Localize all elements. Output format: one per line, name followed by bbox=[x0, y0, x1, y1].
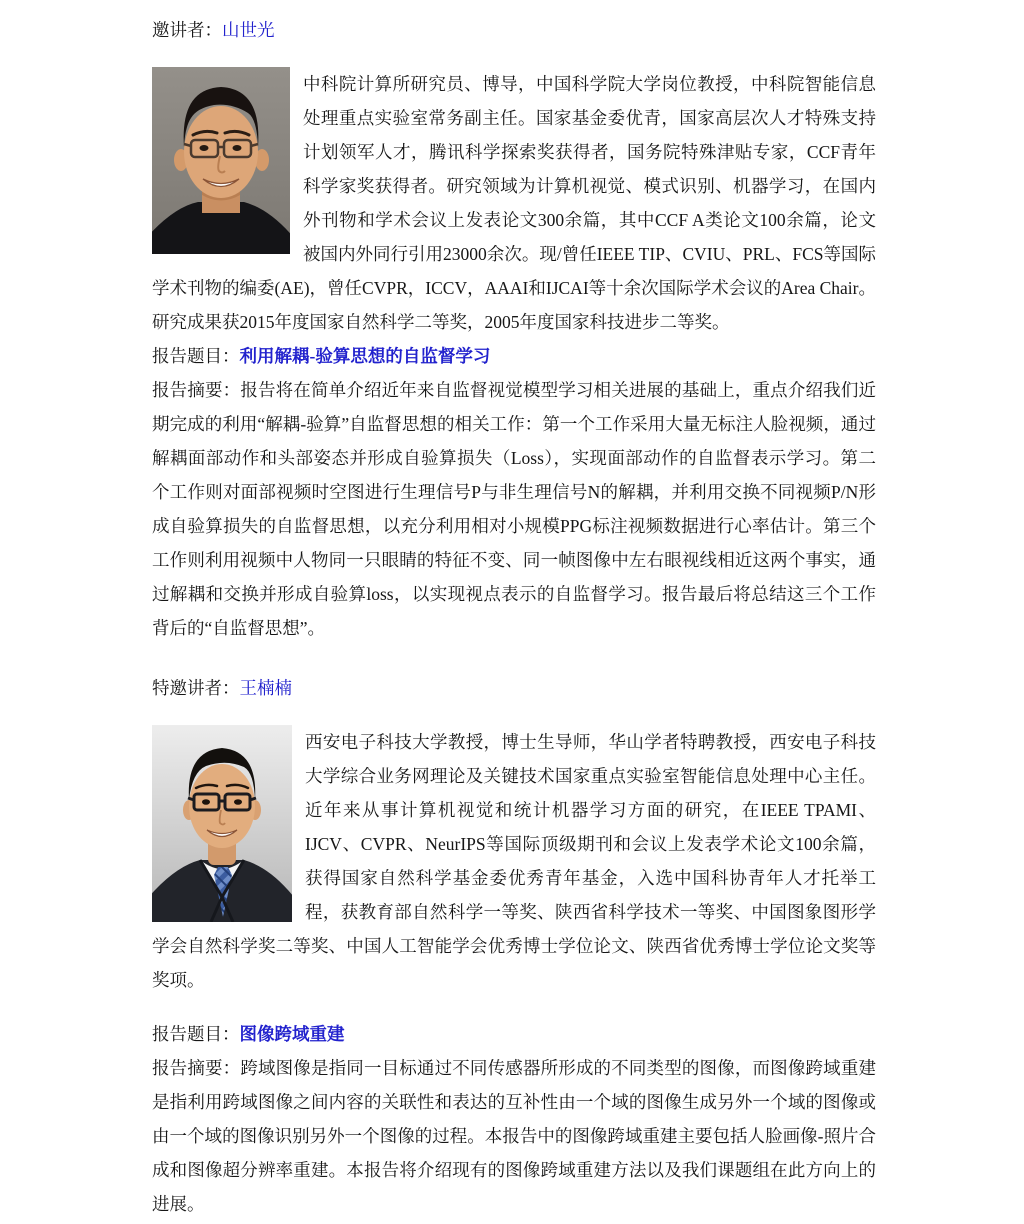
speaker-name-link[interactable]: 王楠楠 bbox=[239, 678, 292, 698]
abstract-label: 报告摘要： bbox=[152, 1058, 241, 1078]
abstract-text: 跨域图像是指同一目标通过不同传感器所形成的不同类型的图像，而图像跨域重建是指利用跨域图像之间内容的关联性和表达的互补性由一个域的图像生成另外一个域的图像或由一个域的图像识别另外一个图像的过程。本报告中的图像跨域重建主要包括人脸画像-照片合成和图像超分辨率重建。本报告将介绍现有的图像跨域重建方法以及我们课题组在此方向上的进展。 bbox=[152, 1058, 876, 1214]
talk-title-line-2 bbox=[152, 1017, 876, 1051]
talk-title-label: 报告题目： bbox=[152, 346, 240, 366]
speaker-label: 邀讲者： bbox=[152, 20, 222, 40]
portrait-man-glasses-black-shirt bbox=[152, 67, 290, 254]
talk-title-link[interactable]: 图像跨域重建 bbox=[239, 1024, 345, 1044]
talk-abstract-2 bbox=[152, 1051, 876, 1221]
speaker-bio-2 bbox=[152, 725, 876, 997]
speaker-photo-2 bbox=[152, 725, 292, 922]
speaker-section-1 bbox=[152, 13, 876, 645]
abstract-text: 报告将在简单介绍近年来自监督视觉模型学习相关进展的基础上，重点介绍我们近期完成的利用“解耦-验算”自监督思想的相关工作：第一个工作采用大量无标注人脸视频，通过解耦面部动作和头部姿态并形成自验算损失（Loss），实现面部动作的自监督表示学习。第二个工作则对面部视频时空图进行生理信号P与非生理信号N的解耦，并利用交换不同视频P/N形成自验算损失的自监督思想，以充分利用相对小规模PPG标注视频数据进行心率估计。第三个工作则利用视频中人物同一只眼睛的特征不变、同一帧图像中左右眼视线相近这两个事实，通过解耦和交换并形成自验算loss，以实现视点表示的自监督学习。报告最后将总结这三个工作背后的“自监督思想”。 bbox=[152, 380, 876, 638]
speaker-heading-1 bbox=[152, 13, 876, 47]
speaker-bio-text: 西安电子科技大学教授，博士生导师，华山学者特聘教授，西安电子科技大学综合业务网理论及关键技术国家重点实验室智能信息处理中心主任。近年来从事计算机视觉和统计机器学习方面的研究，在IEEE TPAMI、IJCV、CVPR、NeurIPS等国际顶级期刊和会议上发表学术论文100余篇，获得国家自然科学基金委优秀青年基金，入选中国科协青年人才托举工程，获教育部自然科学一等奖、陕西省科学技术一等奖、中国图象图形学学会自然科学奖二等奖、中国人工智能学会优秀博士学位论文、陕西省优秀博士学位论文奖等奖项。 bbox=[152, 732, 876, 990]
talk-title-line-1 bbox=[152, 339, 876, 373]
speaker-name-link[interactable]: 山世光 bbox=[222, 20, 275, 40]
talk-abstract-1 bbox=[152, 373, 876, 645]
speaker-bio-text: 中科院计算所研究员、博导，中国科学院大学岗位教授，中科院智能信息处理重点实验室常务副主任。国家基金委优青，国家高层次人才特殊支持计划领军人才，腾讯科学探索奖获得者，国务院特殊津贴专家，CCF青年科学家奖获得者。研究领域为计算机视觉、模式识别、机器学习，在国内外刊物和学术会议上发表论文300余篇，其中CCF A类论文100余篇，论文被国内外同行引用23000余次。现/曾任IEEE TIP、CVIU、PRL、FCS等国际学术刊物的编委(AE)，曾任CVPR，ICCV，AAAI和IJCAI等十余次国际学术会议的Area Chair。研究成果获2015年度国家自然科学二等奖，2005年度国家科技进步二等奖。 bbox=[152, 74, 876, 332]
talk-title-link[interactable]: 利用解耦-验算思想的自监督学习 bbox=[239, 346, 491, 366]
speaker-bio-1 bbox=[152, 67, 876, 339]
portrait-man-glasses-suit-tie bbox=[152, 725, 292, 922]
speaker-label: 特邀讲者： bbox=[152, 678, 240, 698]
speaker-section-2 bbox=[152, 671, 876, 1221]
talk-title-label: 报告题目： bbox=[152, 1024, 240, 1044]
abstract-label: 报告摘要： bbox=[152, 380, 241, 400]
speaker-heading-2 bbox=[152, 671, 876, 705]
speaker-photo-1 bbox=[152, 67, 290, 254]
